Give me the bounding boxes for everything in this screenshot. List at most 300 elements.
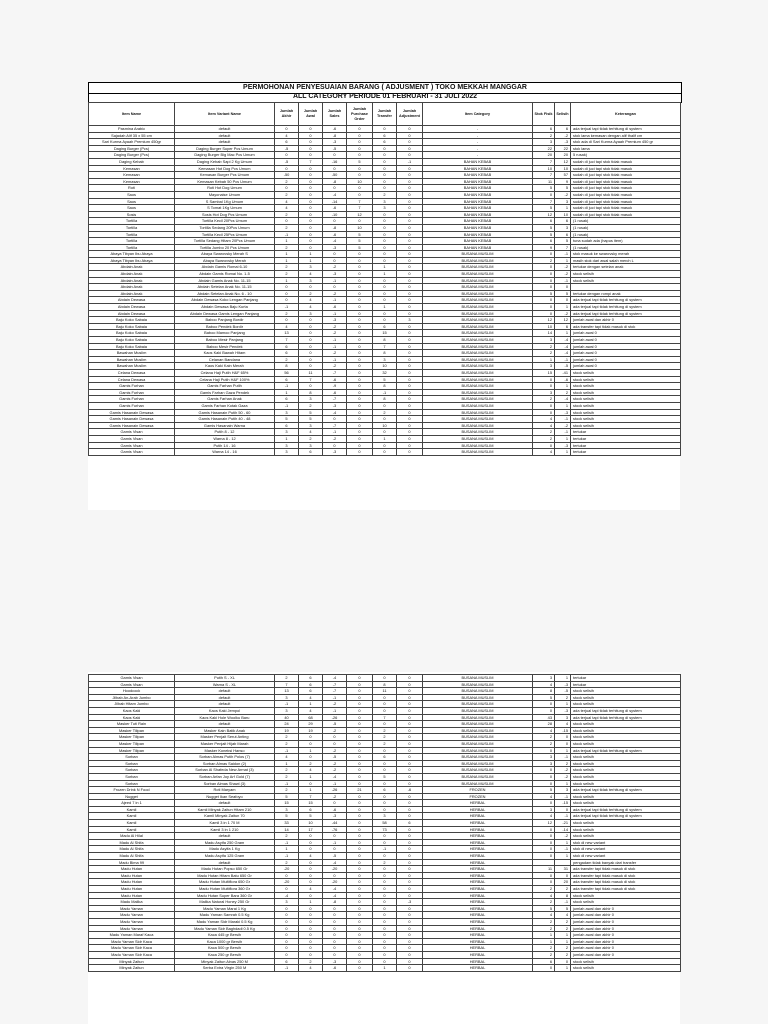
table-cell: 4 <box>299 304 323 311</box>
table-cell: 0 <box>347 859 373 866</box>
table-cell: -2 <box>323 747 347 754</box>
table-cell: BUSANA MUSLIM <box>423 754 533 761</box>
table-cell: Madu Yaman <box>89 912 175 919</box>
table-cell: 0 <box>373 932 397 939</box>
table-cell: Kaos Kaki Bawah Hitam <box>175 350 275 357</box>
table-cell: BUSANA MUSLIM <box>423 304 533 311</box>
table-cell: 0 <box>373 218 397 225</box>
table-cell: 0 <box>397 951 423 958</box>
table-cell: -3 <box>323 958 347 965</box>
table-cell: 0 <box>347 773 373 780</box>
table-cell: HERBAL <box>423 813 533 820</box>
table-cell: 8 <box>373 350 397 357</box>
table-cell: default <box>175 694 275 701</box>
table-cell: stock selisih <box>571 271 681 278</box>
table-cell: Daging Burger Big Mac Pcs Umum <box>175 152 275 159</box>
table-cell: ada terjual tapi tidak terhitung di system <box>571 714 681 721</box>
table-cell: Pasmina Arabic <box>89 126 175 133</box>
table-cell: 3 <box>555 787 571 794</box>
table-cell: sudah di juci tapi stok tidak masuk <box>571 165 681 172</box>
table-cell: 6 <box>275 958 299 965</box>
table-cell: 0 <box>397 165 423 172</box>
table-cell: 3 <box>533 760 555 767</box>
table-cell: - <box>423 145 533 152</box>
column-header: Item Name <box>89 103 175 126</box>
table-cell: HERBAL <box>423 886 533 893</box>
table-cell: 1 <box>533 356 555 363</box>
table-cell: 0 <box>299 356 323 363</box>
table-row <box>89 271 681 278</box>
table-cell: 0 <box>299 945 323 952</box>
table-row <box>89 297 681 304</box>
table-cell: Abdain Gamis Romai No. 1-5 <box>175 271 275 278</box>
table-cell: 5 <box>347 244 373 251</box>
table-cell: 3 <box>299 396 323 403</box>
table-cell: 0 <box>397 383 423 390</box>
table-cell: Kemasan Hot Dog Pcs Umum <box>175 165 275 172</box>
table-cell: -1 <box>323 694 347 701</box>
table-row <box>89 369 681 376</box>
table-cell: 11 <box>299 369 323 376</box>
table-cell: ada terjual tapi tidak terhitung di system <box>571 806 681 813</box>
table-row <box>89 416 681 423</box>
table-cell: 1 <box>555 701 571 708</box>
table-cell: 0 <box>299 330 323 337</box>
table-cell: 0 <box>299 350 323 357</box>
table-cell: Madu Al Shifa <box>89 839 175 846</box>
table-cell: 0 <box>373 178 397 185</box>
table-cell: 2 <box>299 435 323 442</box>
table-row <box>89 264 681 271</box>
table-cell: 0 <box>299 912 323 919</box>
table-cell: -2 <box>323 323 347 330</box>
table-cell: -5 <box>323 721 347 728</box>
table-cell: 2 <box>275 356 299 363</box>
table-cell: BUSANA MUSLIM <box>423 740 533 747</box>
table-row <box>89 767 681 774</box>
table-cell: -1 <box>275 853 299 860</box>
table-cell: stock selisih <box>571 760 681 767</box>
table-cell: 0 <box>397 958 423 965</box>
table-cell: -1 <box>555 899 571 906</box>
table-row <box>89 244 681 251</box>
table-cell: 0 <box>397 422 423 429</box>
table-row <box>89 701 681 708</box>
table-cell: 0 <box>397 760 423 767</box>
table-cell: 0 <box>347 409 373 416</box>
table-row <box>89 290 681 297</box>
table-cell: -1 <box>275 965 299 972</box>
table-cell: 0 <box>397 675 423 682</box>
table-cell: 2 <box>533 899 555 906</box>
table-cell: 0 <box>397 198 423 205</box>
table-cell: 0 <box>347 688 373 695</box>
table-cell: BUSANA MUSLIM <box>423 681 533 688</box>
table-cell: tertukar <box>571 435 681 442</box>
table-cell: (1 rusak) <box>571 224 681 231</box>
table-cell: -9 <box>323 383 347 390</box>
table-cell: 0 <box>347 800 373 807</box>
table-cell: Masker Penjait Serut Anting <box>175 734 275 741</box>
table-cell: stok di new variant <box>571 853 681 860</box>
table-cell: 2 <box>299 290 323 297</box>
table-cell: 0 <box>347 945 373 952</box>
table-cell: Daging Burger (Pcs) <box>89 145 175 152</box>
table-cell: 0 <box>533 833 555 840</box>
table-cell: 0 <box>347 330 373 337</box>
table-cell: BUSANA MUSLIM <box>423 701 533 708</box>
table-cell: Kaca 250 gr Bersih <box>175 951 275 958</box>
adjustment-table-2 <box>88 674 681 972</box>
table-cell: Gamis Furhan <box>89 389 175 396</box>
table-cell: 0 <box>533 284 555 291</box>
table-cell: 0 <box>373 442 397 449</box>
table-cell: 5 <box>555 905 571 912</box>
table-cell: -6 <box>555 376 571 383</box>
table-cell: -2 <box>555 191 571 198</box>
table-cell: BAHAN KEBAB <box>423 231 533 238</box>
table-cell: BUSANA MUSLIM <box>423 688 533 695</box>
table-cell: 6 <box>555 126 571 133</box>
table-cell: 0 <box>373 912 397 919</box>
table-cell: 1 <box>555 330 571 337</box>
table-cell: -3 <box>323 402 347 409</box>
table-cell: 0 <box>347 422 373 429</box>
table-cell: BUSANA MUSLIM <box>423 323 533 330</box>
table-cell: 0 <box>533 826 555 833</box>
table-cell: BUSANA MUSLIM <box>423 734 533 741</box>
table-row <box>89 224 681 231</box>
table-cell: 8 <box>373 383 397 390</box>
table-cell: -41 <box>555 369 571 376</box>
table-cell: Bawahan Muslim <box>89 363 175 370</box>
table-cell: 5 <box>347 231 373 238</box>
table-cell: default <box>175 688 275 695</box>
table-cell: Sorban <box>89 780 175 787</box>
table-cell: 1 <box>299 257 323 264</box>
table-cell: default <box>175 721 275 728</box>
table-row <box>89 813 681 820</box>
table-cell: 2 <box>555 886 571 893</box>
table-cell: Kaos Kaki Jempol <box>175 707 275 714</box>
table-cell <box>571 284 681 291</box>
table-cell: -4 <box>555 343 571 350</box>
table-row <box>89 938 681 945</box>
table-cell: Gamis Visan <box>89 675 175 682</box>
table-cell: HERBAL <box>423 925 533 932</box>
table-cell: Tortilla Jumbo 20 Pcs Umum <box>175 244 275 251</box>
table-cell: -1 <box>323 343 347 350</box>
table-cell: 0 <box>323 938 347 945</box>
table-row <box>89 337 681 344</box>
table-cell: 0 <box>347 165 373 172</box>
table-cell: 7 <box>347 198 373 205</box>
table-cell: 8 <box>373 681 397 688</box>
table-cell: BUSANA MUSLIM <box>423 760 533 767</box>
table-cell: 1 <box>275 238 299 245</box>
table-cell: -3 <box>555 139 571 146</box>
table-cell: 0 <box>323 165 347 172</box>
table-cell: 7 <box>533 172 555 179</box>
table-cell: 0 <box>299 892 323 899</box>
table-cell: 0 <box>299 126 323 133</box>
table-cell: Gamis Visan <box>89 449 175 456</box>
table-cell: 0 <box>373 224 397 231</box>
table-cell: ada terjual tapi tidak terhitung di system <box>571 747 681 754</box>
table-cell: sudah di juci tapi stok tidak masuk <box>571 191 681 198</box>
table-cell: 0 <box>299 859 323 866</box>
table-cell: 2 <box>533 925 555 932</box>
table-cell: stok ada di Sari Kurma Ayaah Premium 450 gr <box>571 139 681 146</box>
table-cell: 0 <box>347 139 373 146</box>
table-cell: 3 <box>533 363 555 370</box>
table-cell: FROZEN <box>423 787 533 794</box>
table-cell: Sorban Almas Putih Polos (7) <box>175 754 275 761</box>
table-cell: 0 <box>533 264 555 271</box>
table-cell: 0 <box>275 912 299 919</box>
table-cell: 0 <box>347 938 373 945</box>
table-cell: 0 <box>397 356 423 363</box>
table-cell: 0 <box>397 721 423 728</box>
table-cell: 0 <box>275 872 299 879</box>
table-cell: HERBAL <box>423 951 533 958</box>
table-cell: -44 <box>323 820 347 827</box>
table-cell: 20 <box>533 152 555 159</box>
table-cell: ada terjual tapi tidak terhitung di system <box>571 297 681 304</box>
table-cell: Masker Penjait Hijab Marah <box>175 740 275 747</box>
table-cell: sudah di juci tapi stok tidak masuk <box>571 211 681 218</box>
table-cell: stock selisih <box>571 754 681 761</box>
table-cell: 0 <box>397 139 423 146</box>
table-cell: 0 <box>373 806 397 813</box>
table-row <box>89 727 681 734</box>
table-cell: 0 <box>397 304 423 311</box>
table-cell: -2 <box>323 767 347 774</box>
report-title: PERMOHONAN PENYESUAIAN BARANG ( ADJUSMENT ) TOKO MEKKAH MANGGAR <box>88 82 682 94</box>
table-cell: stock selisih <box>571 820 681 827</box>
table-cell: 0 <box>555 740 571 747</box>
table-cell: 19 <box>299 727 323 734</box>
table-row <box>89 231 681 238</box>
table-cell: 0 <box>373 833 397 840</box>
table-cell: Abdain Anak <box>89 290 175 297</box>
table-row <box>89 356 681 363</box>
table-cell: Bawahan Muslim <box>89 356 175 363</box>
table-cell: -2 <box>323 701 347 708</box>
table-cell: 5 <box>275 416 299 423</box>
table-cell: stock selisih <box>571 376 681 383</box>
table-cell: 0 <box>397 251 423 258</box>
table-cell: -1 <box>555 429 571 436</box>
table-cell: BUSANA MUSLIM <box>423 449 533 456</box>
table-cell: 0 <box>397 350 423 357</box>
table-cell: 0 <box>299 918 323 925</box>
table-cell: -4 <box>323 238 347 245</box>
table-cell: 0 <box>299 323 323 330</box>
table-cell: -26 <box>323 787 347 794</box>
table-cell: tertukar <box>571 449 681 456</box>
table-cell: 5 <box>533 290 555 297</box>
table-cell: 15 <box>275 800 299 807</box>
table-row <box>89 892 681 899</box>
table-cell: Baju Koko Sabaia <box>89 317 175 324</box>
table-row <box>89 323 681 330</box>
table-cell: 0 <box>397 780 423 787</box>
table-cell: 0 <box>397 172 423 179</box>
table-cell: 0 <box>323 800 347 807</box>
table-cell: 13 <box>275 330 299 337</box>
table-cell: 0 <box>347 145 373 152</box>
table-cell: 0 <box>347 389 373 396</box>
table-cell: 0 <box>533 846 555 853</box>
table-row <box>89 152 681 159</box>
table-cell: 0 <box>299 211 323 218</box>
table-cell: Abdain Dewasa Baju Kurta <box>175 304 275 311</box>
table-cell: 7 <box>347 205 373 212</box>
table-cell: 0 <box>397 853 423 860</box>
table-cell: 43 <box>533 714 555 721</box>
table-cell: 6 <box>299 688 323 695</box>
table-cell: BUSANA MUSLIM <box>423 330 533 337</box>
table-cell: 0 <box>533 800 555 807</box>
table-cell: 19 <box>275 727 299 734</box>
table-cell: Warna 8 - 12 <box>175 435 275 442</box>
table-cell: Gamis Visan <box>89 442 175 449</box>
table-cell: Madu Malika <box>89 899 175 906</box>
table-cell: 4 <box>275 198 299 205</box>
table-cell: Minyak Zaitun <box>89 958 175 965</box>
table-cell: HERBAL <box>423 859 533 866</box>
table-cell: 0 <box>397 271 423 278</box>
table-cell: -4 <box>555 396 571 403</box>
table-cell: 22 <box>555 145 571 152</box>
table-cell: 0 <box>373 905 397 912</box>
table-cell: 0 <box>347 892 373 899</box>
table-cell: stock selisih <box>571 826 681 833</box>
table-cell: 0 <box>299 734 323 741</box>
table-row <box>89 409 681 416</box>
table-cell: 0 <box>299 244 323 251</box>
table-cell: Abdain Anak <box>89 277 175 284</box>
table-cell: 0 <box>299 172 323 179</box>
table-cell: -50 <box>323 172 347 179</box>
table-cell: 0 <box>299 866 323 873</box>
table-cell: Madu Yaman Maraf Kaca <box>89 932 175 939</box>
table-cell: 0 <box>373 938 397 945</box>
table-cell: 0 <box>347 866 373 873</box>
table-cell: BUSANA MUSLIM <box>423 290 533 297</box>
table-cell: 6 <box>275 422 299 429</box>
table-cell: -1 <box>555 754 571 761</box>
table-cell: 0 <box>373 290 397 297</box>
table-cell: Daging Kebab <box>89 158 175 165</box>
table-cell: 4 <box>533 681 555 688</box>
table-cell: BUSANA MUSLIM <box>423 721 533 728</box>
table-cell: Kamil <box>89 806 175 813</box>
table-cell: 1 <box>275 846 299 853</box>
table-cell: Abdain Dewasa Gamis Lengan Panjang <box>175 310 275 317</box>
table-row <box>89 740 681 747</box>
table-cell: 0 <box>347 833 373 840</box>
column-header: Jumlah Sales <box>323 103 347 126</box>
table-cell: -8 <box>323 224 347 231</box>
table-cell: 0 <box>299 740 323 747</box>
table-cell: -2 <box>555 271 571 278</box>
table-cell: Gamis Hasanain Warna <box>175 422 275 429</box>
table-cell: 4 <box>533 813 555 820</box>
table-cell: Madu Hutan <box>89 879 175 886</box>
table-cell: 0 <box>299 198 323 205</box>
table-cell: 0 <box>397 767 423 774</box>
table-cell: 0 <box>373 172 397 179</box>
table-cell: 1 <box>275 760 299 767</box>
table-cell: -5 <box>323 754 347 761</box>
table-cell: 0 <box>373 449 397 456</box>
table-row <box>89 178 681 185</box>
table-cell: stock selisih <box>571 773 681 780</box>
table-cell: Madu Asyifa 250 Gram <box>175 839 275 846</box>
table-cell: 0 <box>323 218 347 225</box>
table-cell: 1 <box>555 965 571 972</box>
table-cell: ada terjual tapi tidak terhitung di system <box>571 787 681 794</box>
table-cell: 0 <box>275 886 299 893</box>
table-cell: Gamis Hasanain Dewasa <box>89 409 175 416</box>
table-cell: 2 <box>533 886 555 893</box>
table-cell: stock selisih <box>571 383 681 390</box>
table-cell: 56 <box>275 369 299 376</box>
table-cell: 22 <box>533 145 555 152</box>
table-cell: 0 <box>347 218 373 225</box>
table-cell: 0 <box>299 132 323 139</box>
table-cell: -7 <box>323 369 347 376</box>
table-cell: Gamis Farhan Kotak Gaza <box>175 402 275 409</box>
table-cell: 0 <box>373 747 397 754</box>
table-cell: 0 <box>533 277 555 284</box>
table-cell: 0 <box>323 251 347 258</box>
table-cell: -2 <box>323 290 347 297</box>
table-cell: 0 <box>299 205 323 212</box>
table-cell: Abdain Gamis Anak No. 11-15 <box>175 277 275 284</box>
table-cell: 58 <box>373 820 397 827</box>
table-cell: 6 <box>275 396 299 403</box>
table-cell: 0 <box>275 185 299 192</box>
table-cell: 0 <box>347 257 373 264</box>
column-header: Jumlah Transfer <box>373 103 397 126</box>
table-cell: -4 <box>555 350 571 357</box>
table-cell: HERBAL <box>423 866 533 873</box>
table-cell: 2 <box>555 694 571 701</box>
table-cell: 3 <box>275 694 299 701</box>
table-cell: BUSANA MUSLIM <box>423 343 533 350</box>
table-cell: Kemasan Kebab 50 Pcs Umum <box>175 178 275 185</box>
table-cell: -3 <box>323 813 347 820</box>
table-cell: 1 <box>555 932 571 939</box>
table-cell: 0 <box>347 350 373 357</box>
table-cell: BAHAN KEBAB <box>423 224 533 231</box>
table-cell: BUSANA MUSLIM <box>423 767 533 774</box>
table-cell: 0 <box>347 185 373 192</box>
table-cell: 0 <box>323 945 347 952</box>
table-cell: 5 <box>299 409 323 416</box>
table-cell: 3 <box>275 429 299 436</box>
table-cell: 2 <box>299 402 323 409</box>
table-cell: 0 <box>533 853 555 860</box>
table-cell: 0 <box>397 231 423 238</box>
table-cell: 4 <box>533 416 555 423</box>
table-cell: 0 <box>397 389 423 396</box>
table-cell: Madu Yaman Sidr Kaca <box>89 945 175 952</box>
table-cell: Kaos Kaki <box>89 714 175 721</box>
